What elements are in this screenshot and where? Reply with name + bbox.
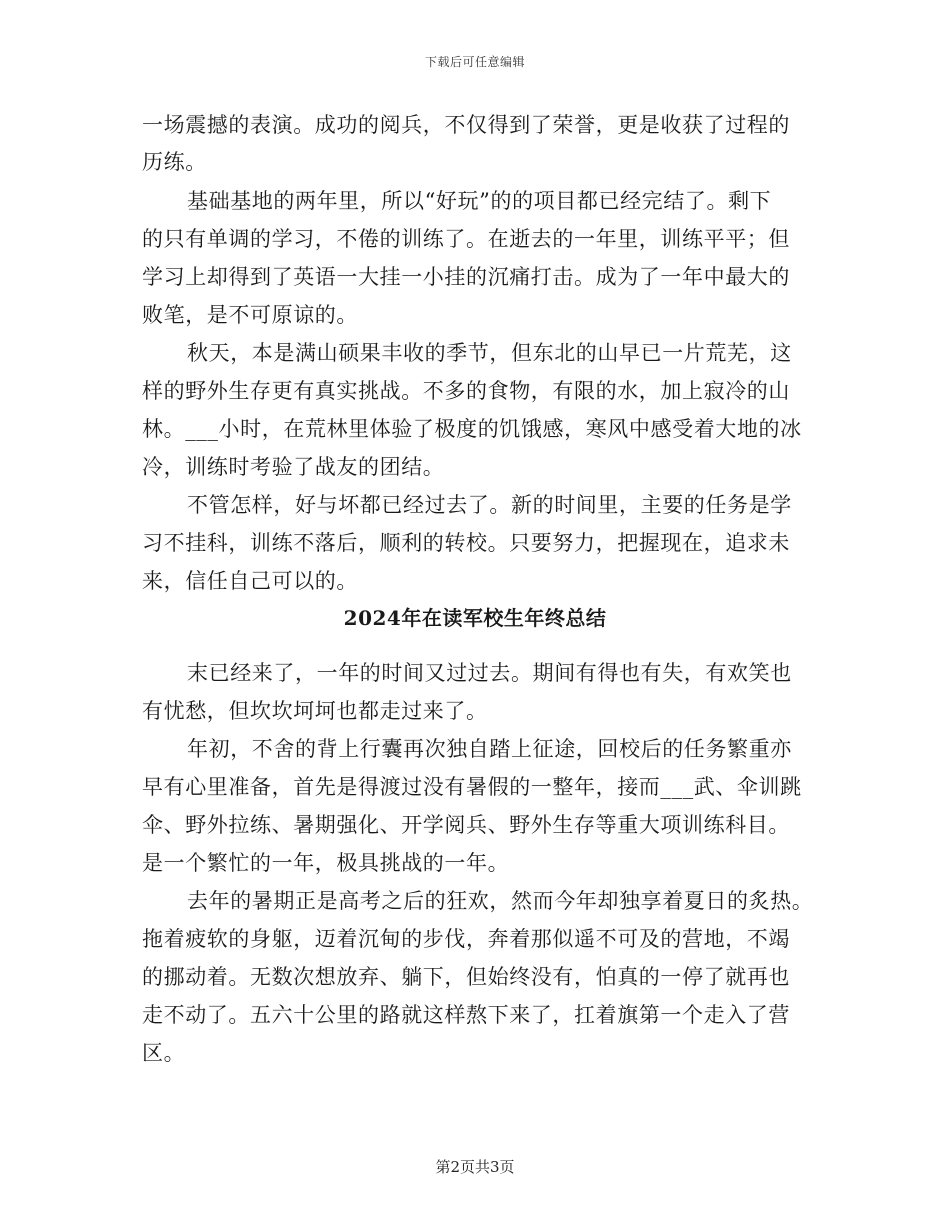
paragraph-line: 拖着疲软的身躯，迈着沉甸的步伐，奔着那似遥不可及的营地，不竭 — [142, 927, 790, 951]
paragraph-line: 冷，训练时考验了战友的团结。 — [142, 455, 445, 479]
paragraph-line: 区。 — [142, 1041, 186, 1065]
paragraph-line: 一场震撼的表演。成功的阅兵，不仅得到了荣誉，更是收获了过程的 — [142, 113, 790, 137]
paragraph-line: 有忧愁，但坎坎坷坷也都走过来了。 — [142, 699, 488, 723]
paragraph-line: 伞、野外拉练、暑期强化、开学阅兵、野外生存等重大项训练科目。 — [142, 813, 790, 837]
paragraph-line: 早有心里准备，首先是得渡过没有暑假的一整年，接而___武、伞训跳 — [142, 775, 802, 799]
paragraph-line: 基础基地的两年里，所以“好玩”的的项目都已经完结了。剩下 — [187, 189, 772, 213]
paragraph-line: 去年的暑期正是高考之后的狂欢，然而今年却独享着夏日的炙热。 — [187, 889, 814, 913]
paragraph-line: 秋天，本是满山硕果丰收的季节，但东北的山早已一片荒芜，这 — [187, 341, 792, 365]
paragraph-line: 是一个繁忙的一年，极具挑战的一年。 — [142, 851, 510, 875]
paragraph-line: 学习上却得到了英语一大挂一小挂的沉痛打击。成为了一年中最大的 — [142, 265, 790, 289]
paragraph-line: 来，信任自己可以的。 — [142, 569, 358, 593]
section-title: 2024年在读军校生年终总结 — [343, 606, 607, 630]
paragraph-line: 习不挂科，训练不落后，顺利的转校。只要努力，把握现在，追求未 — [142, 531, 790, 555]
paragraph-line: 不管怎样，好与坏都已经过去了。新的时间里，主要的任务是学 — [187, 493, 792, 517]
page-header: 下载后可任意编辑 — [424, 55, 525, 69]
paragraph-line: 林。___小时，在荒林里体验了极度的饥饿感，寒风中感受着大地的冰 — [142, 417, 802, 441]
paragraph-line: 年初，不舍的背上行囊再次独自踏上征途，回校后的任务繁重亦 — [187, 737, 792, 761]
paragraph-line: 走不动了。五六十公里的路就这样熬下来了，扛着旗第一个走入了营 — [142, 1003, 790, 1027]
page-footer: 第2页共3页 — [435, 1158, 515, 1176]
paragraph-line: 败笔，是不可原谅的。 — [142, 303, 358, 327]
paragraph-line: 末已经来了，一年的时间又过过去。期间有得也有失，有欢笑也 — [187, 661, 792, 685]
paragraph-line: 样的野外生存更有真实挑战。不多的食物，有限的水，加上寂冷的山 — [142, 379, 790, 403]
paragraph-line: 历练。 — [142, 150, 207, 174]
paragraph-line: 的只有单调的学习，不倦的训练了。在逝去的一年里，训练平平；但 — [142, 227, 790, 251]
paragraph-line: 的挪动着。无数次想放弃、躺下，但始终没有，怕真的一停了就再也 — [142, 965, 790, 989]
